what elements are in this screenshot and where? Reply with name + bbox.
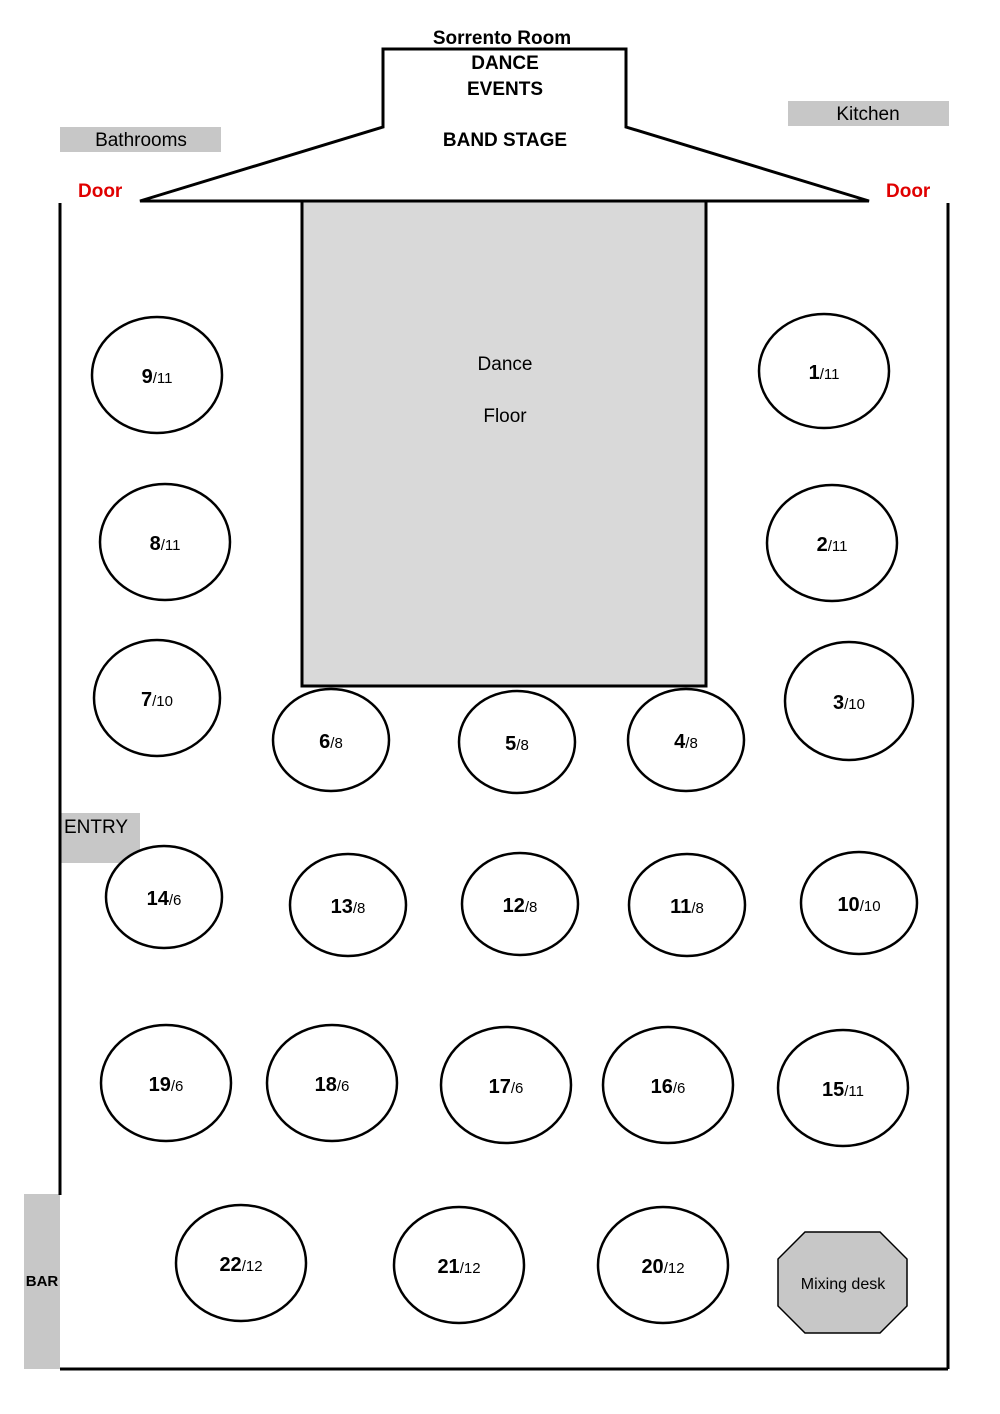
- kitchen-label: Kitchen: [836, 104, 900, 125]
- table-label: 1/11: [808, 362, 840, 384]
- table-10[interactable]: [801, 852, 917, 954]
- stage-line2: EVENTS: [466, 79, 544, 100]
- stage-line1: DANCE: [471, 53, 539, 74]
- room-title: Sorrento Room: [432, 28, 572, 49]
- table-12[interactable]: [462, 853, 578, 955]
- table-17[interactable]: [441, 1027, 571, 1143]
- table-13[interactable]: [290, 854, 406, 956]
- table-label: 12/8: [502, 895, 538, 917]
- table-label: 7/10: [141, 689, 173, 711]
- table-label: 4/8: [674, 731, 698, 753]
- table-20[interactable]: [598, 1207, 728, 1323]
- table-label: 11/8: [670, 896, 704, 918]
- table-16[interactable]: [603, 1027, 733, 1143]
- bar-label: BAR: [25, 1273, 59, 1290]
- table-label: 15/11: [822, 1079, 864, 1101]
- table-15[interactable]: [778, 1030, 908, 1146]
- table-2[interactable]: [767, 485, 897, 601]
- table-label: 18/6: [314, 1074, 350, 1096]
- table-14[interactable]: [106, 846, 222, 948]
- table-18[interactable]: [267, 1025, 397, 1141]
- table-3[interactable]: [785, 642, 913, 760]
- table-1[interactable]: [759, 314, 889, 428]
- table-label: 2/11: [816, 534, 848, 556]
- table-label: 6/8: [319, 731, 343, 753]
- table-11[interactable]: [629, 854, 745, 956]
- dance-floor-label-2: Floor: [483, 406, 527, 427]
- dance-floor: [302, 201, 706, 686]
- table-label: 14/6: [146, 888, 182, 910]
- table-6[interactable]: [273, 689, 389, 791]
- door-left-label: Door: [78, 181, 123, 202]
- table-label: 22/12: [219, 1254, 263, 1276]
- table-22[interactable]: [176, 1205, 306, 1321]
- table-21[interactable]: [394, 1207, 524, 1323]
- table-9[interactable]: [92, 317, 222, 433]
- table-label: 8/11: [149, 533, 181, 555]
- table-4[interactable]: [628, 689, 744, 791]
- table-5[interactable]: [459, 691, 575, 793]
- band-stage-label: BAND STAGE: [442, 130, 568, 151]
- table-label: 13/8: [330, 896, 366, 918]
- table-label: 10/10: [837, 894, 881, 916]
- table-label: 20/12: [641, 1256, 685, 1278]
- entry-label: ENTRY: [64, 817, 129, 838]
- table-8[interactable]: [100, 484, 230, 600]
- table-7[interactable]: [94, 640, 220, 756]
- table-19[interactable]: [101, 1025, 231, 1141]
- table-label: 19/6: [148, 1074, 184, 1096]
- bathrooms-label: Bathrooms: [95, 130, 187, 151]
- table-label: 21/12: [437, 1256, 481, 1278]
- table-label: 17/6: [488, 1076, 524, 1098]
- table-label: 16/6: [650, 1076, 686, 1098]
- door-right-label: Door: [886, 181, 931, 202]
- table-label: 3/10: [833, 692, 865, 714]
- mixing-desk-label: Mixing desk: [800, 1276, 886, 1293]
- dance-floor-label-1: Dance: [477, 354, 533, 375]
- table-label: 9/11: [141, 366, 173, 388]
- table-label: 5/8: [505, 733, 529, 755]
